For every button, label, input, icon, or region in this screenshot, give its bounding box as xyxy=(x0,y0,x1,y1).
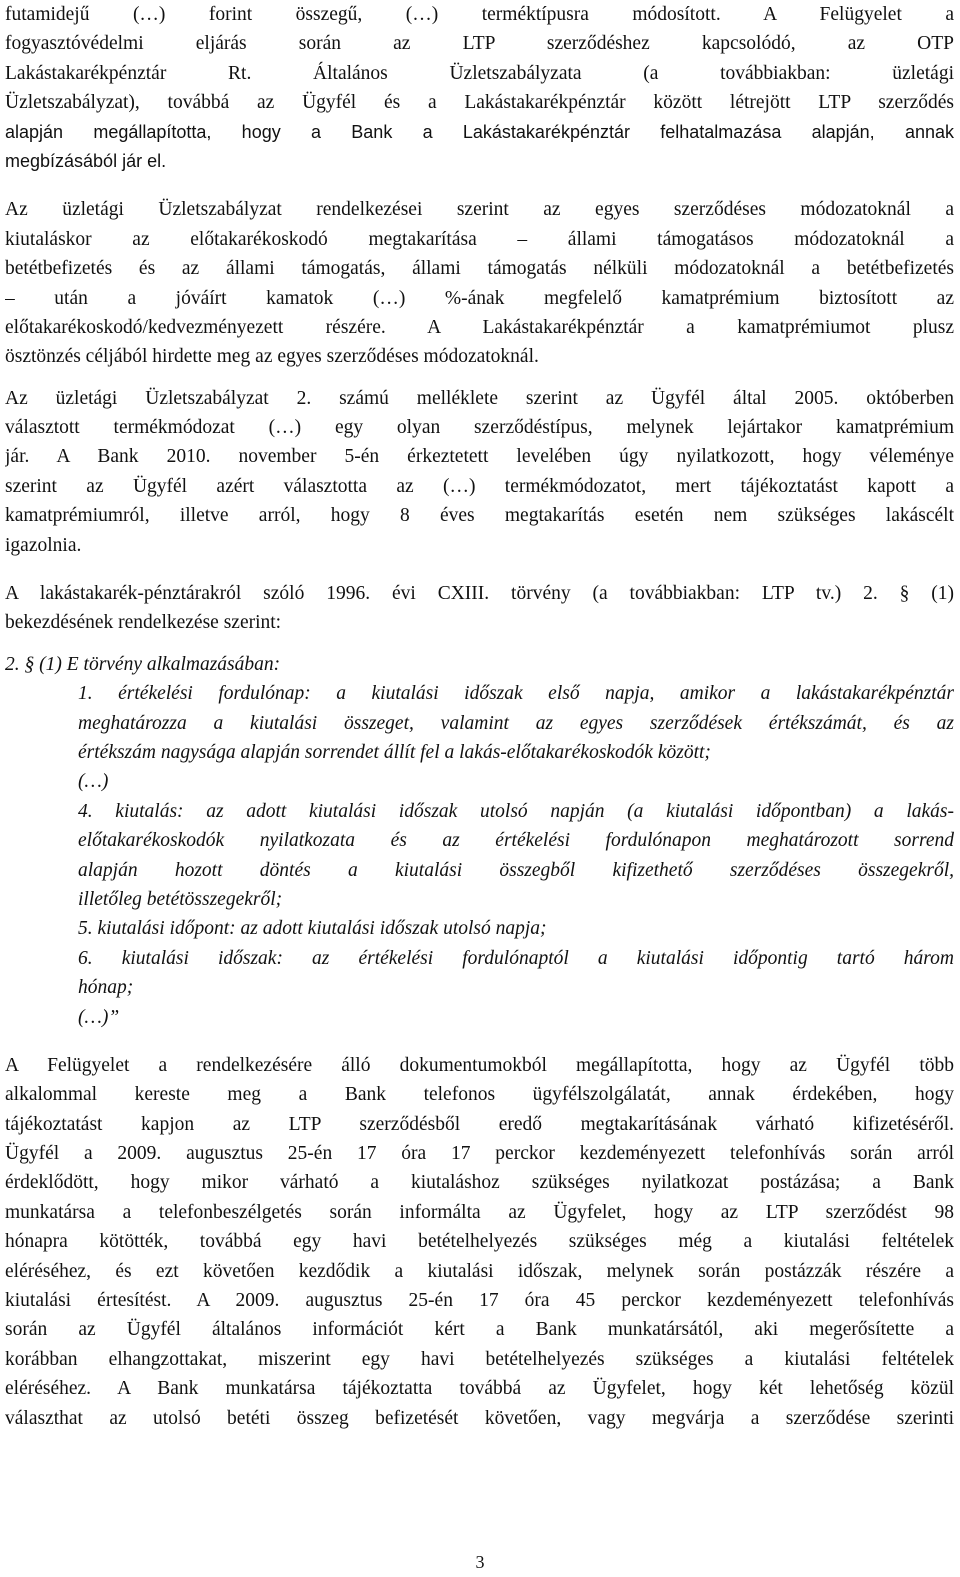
quote-line: alapján hozott döntés a kiutalási összegből kifizethető szerződéses összegekről, xyxy=(78,859,954,881)
intro-paragraph xyxy=(5,0,954,176)
bonus-paragraph xyxy=(5,195,954,371)
quote-line: hónap; xyxy=(78,977,134,999)
text-line: tájékoztatást kapjon az LTP szerződésből eredő megtakarításának várható kifizetéséről. xyxy=(5,1113,954,1135)
text-line: alkalommal kereste meg a Bank telefonos ügyfélszolgálatát, annak érdekében, hogy xyxy=(5,1084,954,1106)
text-line: A lakástakarék-pénztárakról szóló 1996. évi CXIII. törvény (a továbbiakban: LTP tv.) 2. § (1) xyxy=(5,583,954,605)
text-line: szerint az Ügyfél azért választotta az (…) termékmódozatot, mert tájékoztatást kapott a xyxy=(5,475,954,497)
text-line: ösztönzés céljából hirdette meg az egyes szerződéses módozatoknál. xyxy=(5,346,539,368)
quote-line: előtakarékoskodók nyilatkozata és az értékelési fordulónapon meghatározott sorrend xyxy=(78,830,954,852)
text-line: kiutalási értesítést. A 2009. augusztus 25-én 17 óra 45 perckor kezdeményezett telefonhívás xyxy=(5,1290,954,1312)
call-findings-paragraph xyxy=(5,1051,954,1433)
paragraph-gap xyxy=(5,372,954,384)
text-line: jár. A Bank 2010. november 5-én érkeztetett levelében úgy nyilatkozott, hogy véleménye xyxy=(5,446,954,468)
text-line: korábban elhangzottakat, miszerint egy havi betételhelyezés szükséges a kiutalási feltételek xyxy=(5,1348,954,1370)
quote-line: 5. kiutalási időpont: az adott kiutalási időszak utolsó napja; xyxy=(78,918,547,940)
text-line: Üzletszabályzat), továbbá az Ügyfél és a Lakástakarékpénztár között létrejött LTP szerződés xyxy=(5,92,954,114)
text-line: előtakarékoskodó/kedvezményezett részére. A Lakástakarékpénztár a kamatprémiumot plusz xyxy=(5,316,954,338)
quote-line: 1. értékelési fordulónap: a kiutalási időszak első napja, amikor a lakástakarékpénztár xyxy=(78,683,954,705)
law-reference-paragraph xyxy=(5,579,954,638)
paragraph-gap xyxy=(5,638,954,650)
text-line: megbízásából jár el. xyxy=(5,150,167,171)
text-line: Az üzletági Üzletszabályzat rendelkezései szerint az egyes szerződéses módozatoknál a xyxy=(5,199,954,221)
text-line: érdeklődött, hogy mikor várható a kiutaláshoz szükséges nyilatkozat postázása; a Bank xyxy=(5,1172,954,1194)
page-number: 3 xyxy=(475,1552,485,1572)
text-line: munkatársa a telefonbeszélgetés során informálta az Ügyfelet, hogy az LTP szerződést 98 xyxy=(5,1201,954,1223)
text-line: eléréséhez. A Bank munkatársa tájékoztatta továbbá az Ügyfelet, hogy két lehetőség közül xyxy=(5,1378,954,1400)
text-line: során az Ügyfél általános információt kért a Bank munkatársától, aki megerősítette a xyxy=(5,1319,954,1341)
quote-line: illetőleg betétösszegekről; xyxy=(78,888,283,910)
text-line: eléréséhez, és ezt követően kezdődik a kiutalási időszak, melynek során postázzák részére a xyxy=(5,1260,954,1282)
quote-line: (…)” xyxy=(78,1006,120,1028)
text-line: kamatprémiumról, illetve arról, hogy 8 éves megtakarítás esetén nem szükséges lakáscélt xyxy=(5,505,954,527)
text-line: betétbefizetés és az állami támogatás, állami támogatás nélküli módozatoknál a betétbefizetés xyxy=(5,258,954,280)
quote-line: (…) xyxy=(78,771,109,793)
text-line: Az üzletági Üzletszabályzat 2. számú melléklete szerint az Ügyfél által 2005. októberben xyxy=(5,387,954,409)
quote-line: 4. kiutalás: az adott kiutalási időszak utolsó napján (a kiutalási időpontban) a lakás- xyxy=(78,800,954,822)
law-quote xyxy=(5,650,954,1032)
quote-heading: 2. § (1) E törvény alkalmazásában: xyxy=(5,653,281,675)
paragraph-gap xyxy=(5,176,954,195)
document-page xyxy=(5,0,954,1433)
quote-line: 6. kiutalási időszak: az értékelési fordulónaptól a kiutalási időpontig tartó három xyxy=(78,947,954,969)
text-line: hónapra kötötték, továbbá egy havi betételhelyezés szükséges még a kiutalási feltételek xyxy=(5,1231,954,1253)
text-line: alapján megállapította, hogy a Bank a Lakástakarékpénztár felhatalmazása alapján, annak xyxy=(5,121,954,142)
text-line: – után a jóváírt kamatok (…) %-ának megfelelő kamatprémium biztosított az xyxy=(5,287,954,309)
text-line: Ügyfél a 2009. augusztus 25-én 17 óra 17 perckor kezdeményezett telefonhívás során arról xyxy=(5,1143,954,1165)
product-paragraph xyxy=(5,384,954,560)
quote-line: értékszám nagysága alapján sorrendet állít fel a lakás-előtakarékoskodók között; xyxy=(78,741,711,763)
text-line: A Felügyelet a rendelkezésére álló dokumentumokból megállapította, hogy az Ügyfél több xyxy=(5,1054,954,1076)
text-line: fogyasztóvédelmi eljárás során az LTP szerződéshez kapcsolódó, az OTP xyxy=(5,33,954,55)
paragraph-gap xyxy=(5,560,954,579)
text-line: kiutaláskor az előtakarékoskodó megtakarítása – állami támogatásos módozatoknál a xyxy=(5,228,954,250)
text-line: bekezdésének rendelkezése szerint: xyxy=(5,612,282,634)
text-line: választhat az utolsó betéti összeg befizetését követően, vagy megvárja a szerződése szerinti xyxy=(5,1407,954,1429)
text-line: választott termékmódozat (…) egy olyan szerződéstípus, melynek lejártakor kamatprémium xyxy=(5,417,954,439)
paragraph-gap xyxy=(5,1032,954,1051)
text-line: igazolnia. xyxy=(5,534,82,556)
quote-line: meghatározza a kiutalási összeget, valamint az egyes szerződések értékszámát, és az xyxy=(78,712,954,734)
text-line: futamidejű (…) forint összegű, (…) terméktípusra módosított. A Felügyelet a xyxy=(5,4,954,25)
text-line: Lakástakarékpénztár Rt. Általános Üzletszabályzata (a továbbiakban: üzletági xyxy=(5,62,954,84)
